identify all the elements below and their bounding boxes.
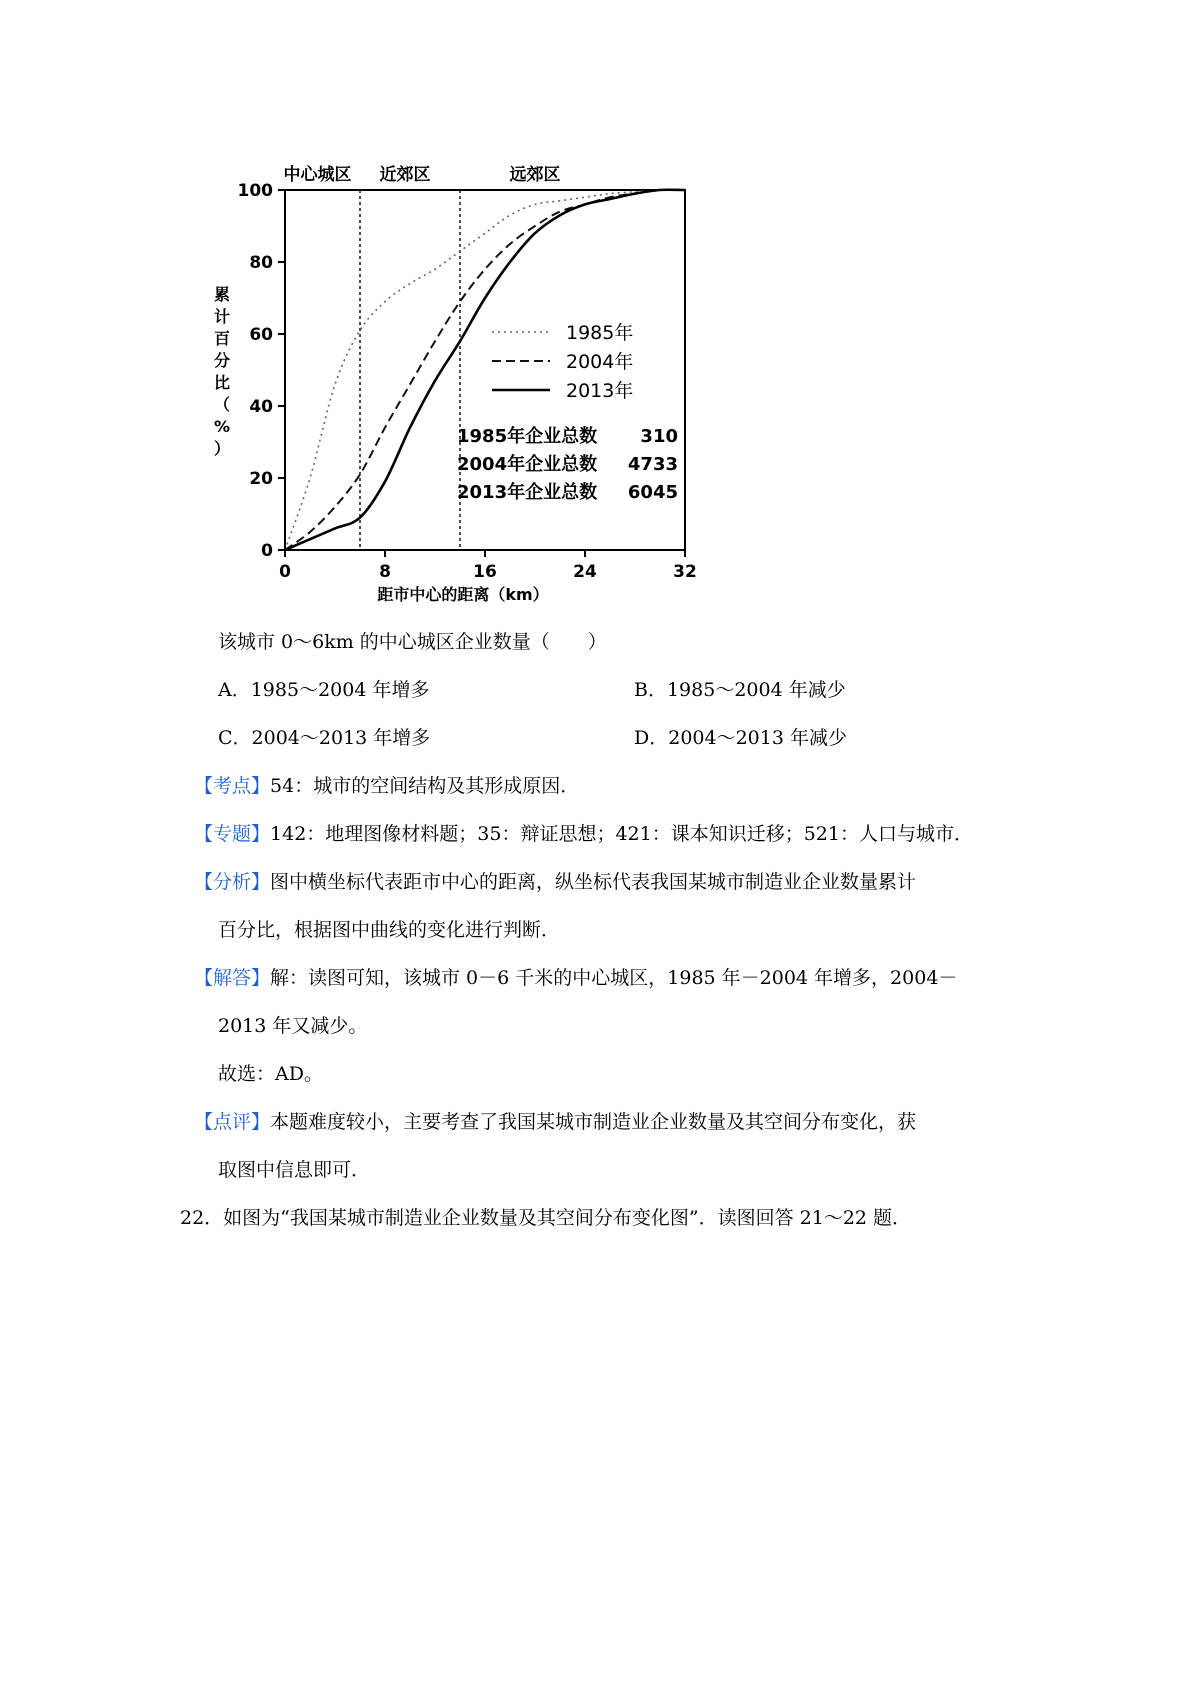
y-tick-label: 0 xyxy=(261,541,273,561)
next-question: 22．如图为“我国某城市制造业企业数量及其空间分布变化图”．读图回答 21～22 题． xyxy=(180,1207,912,1229)
jieda-text-2: 2013 年又减少。 xyxy=(218,1015,368,1037)
total-label-2: 2013年企业总数 xyxy=(457,482,598,503)
option-c: C．2004～2013 年增多 xyxy=(218,727,431,749)
y-axis-label: 累计百分比（%） xyxy=(213,285,231,458)
zhuanti-text: 142：地理图像材料题；35：辩证思想；421：课本知识迁移；521：人口与城市． xyxy=(270,823,973,845)
dianping-text-2: 取图中信息即可． xyxy=(218,1159,371,1181)
total-value-0: 310 xyxy=(640,426,678,447)
fenxi-text-1: 图中横坐标代表距市中心的距离，纵坐标代表我国某城市制造业企业数量累计 xyxy=(270,871,917,893)
legend-label-1: 2004年 xyxy=(566,351,634,373)
zhuanti-line xyxy=(194,822,973,846)
zone-label-0: 中心城区 xyxy=(283,165,352,185)
cumulative-percentage-chart xyxy=(200,150,720,610)
x-tick-label: 32 xyxy=(673,562,697,582)
total-label-0: 1985年企业总数 xyxy=(457,426,598,447)
jieda-text-1: 解：读图可知，该城市 0－6 千米的中心城区，1985 年－2004 年增多，2004－ xyxy=(270,967,958,989)
kaodian-line xyxy=(194,774,579,798)
dianping-text-1: 本题难度较小，主要考查了我国某城市制造业企业数量及其空间分布变化，获 xyxy=(270,1111,917,1133)
x-tick-label: 8 xyxy=(379,562,391,582)
fenxi-text-2: 百分比，根据图中曲线的变化进行判断． xyxy=(218,919,561,941)
zone-label-2: 远郊区 xyxy=(509,165,561,185)
x-tick-label: 24 xyxy=(573,562,597,582)
y-tick-label: 100 xyxy=(237,181,273,201)
fenxi-tag: 【分析】 xyxy=(194,871,271,893)
total-value-2: 6045 xyxy=(627,482,678,503)
fenxi-line xyxy=(194,870,916,894)
y-tick-label: 40 xyxy=(249,397,273,417)
option-d: D．2004～2013 年减少 xyxy=(634,727,847,749)
y-tick-label: 60 xyxy=(249,325,273,345)
legend-label-2: 2013年 xyxy=(566,380,634,402)
total-label-1: 2004年企业总数 xyxy=(457,454,598,475)
y-tick-label: 20 xyxy=(249,469,273,489)
dianping-tag: 【点评】 xyxy=(194,1111,271,1133)
total-value-1: 4733 xyxy=(627,454,678,475)
legend-label-0: 1985年 xyxy=(566,322,634,344)
question-stem: 该城市 0～6km 的中心城区企业数量（ ） xyxy=(218,631,607,653)
zone-label-1: 近郊区 xyxy=(379,165,431,185)
x-tick-label: 16 xyxy=(473,562,497,582)
jieda-tag: 【解答】 xyxy=(194,967,271,989)
kaodian-tag: 【考点】 xyxy=(194,775,271,797)
dianping-line xyxy=(194,1110,916,1134)
x-axis-label: 距市中心的距离（km） xyxy=(377,585,549,604)
option-b: B．1985～2004 年减少 xyxy=(634,679,846,701)
jieda-line xyxy=(194,966,957,990)
x-tick-label: 0 xyxy=(279,562,291,582)
kaodian-text: 54：城市的空间结构及其形成原因． xyxy=(270,775,580,797)
zhuanti-tag: 【专题】 xyxy=(194,823,271,845)
option-a: A．1985～2004 年增多 xyxy=(218,679,430,701)
y-tick-label: 80 xyxy=(249,253,273,273)
answer-text: 故选：AD。 xyxy=(218,1063,323,1085)
